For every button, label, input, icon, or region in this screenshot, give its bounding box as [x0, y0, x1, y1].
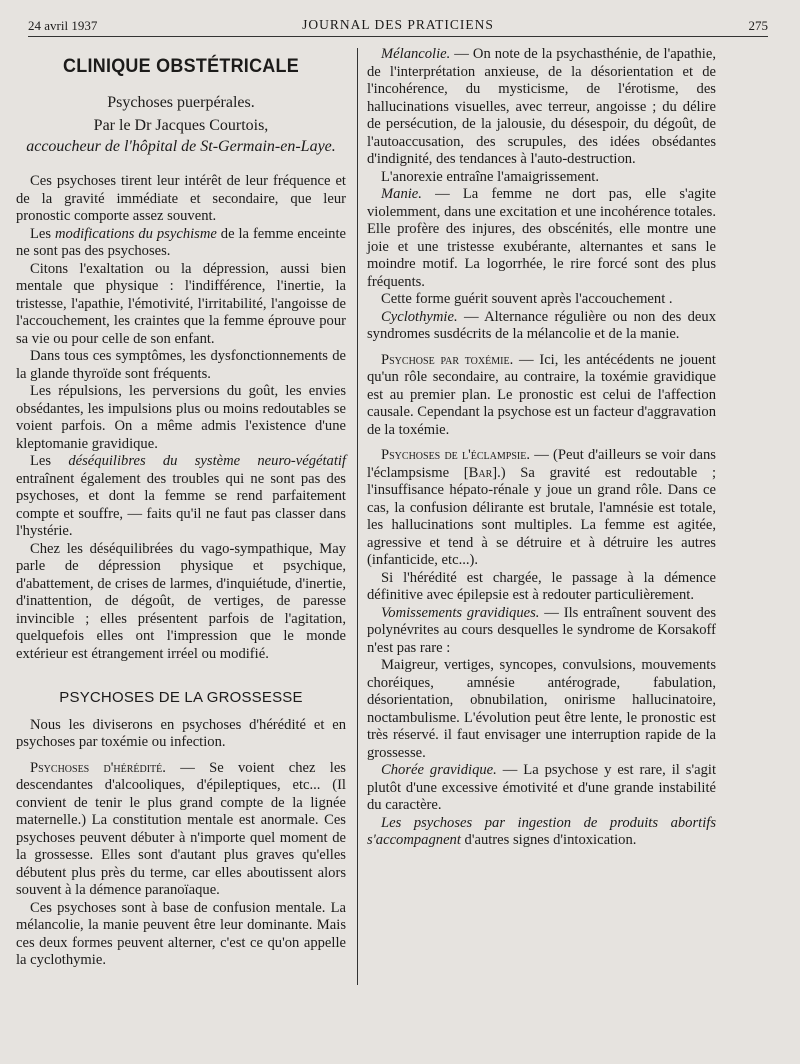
left-column — [16, 46, 346, 970]
paragraph: Ces psychoses tirent leur intérêt de leur fréquence et de la gravité immédiate et secondaire, que leur pronostic comporte assez souvent. — [16, 173, 346, 224]
paragraph: Maigreur, vertiges, syncopes, convulsions, mouvements choréiques, amnésie antérograde, fabulation, désorientation, obnubilation, onirisme hallucinatoire, noctambulisme. L'évolution peut être lente, le pronostic est très réservé. il faut envisager une interruption rapide de la grossesse. — [367, 657, 716, 761]
paragraph: Vomissements gravidiques. — Ils entraînent souvent des polynévrites au cours desquelles le syndrome de Korsakoff n'est pas rare : — [367, 604, 716, 656]
page-number: 275 — [748, 18, 768, 33]
author-affiliation: accoucheur de l'hôpital de St-Germain-en-Laye. — [26, 137, 336, 155]
paragraph: Les psychoses par ingestion de produits abortifs s'accompagnent d'autres signes d'intoxication. — [367, 814, 716, 848]
paragraph: Cyclothymie. — Alternance régulière ou non des deux syndromes susdécrits de la mélancolie et de la manie. — [367, 308, 716, 342]
paragraph: Psychose par toxémie. — Ici, les antécédents ne jouent qu'un rôle secondaire, au contraire, la toxémie gravidique est au premier plan. Le pronostic est celui de l'affection causale. Cependant la psychose est un facteur d'aggravation de la toxémie. — [367, 351, 716, 438]
paragraph: Psychoses d'hérédité. — Se voient chez les descendantes d'alcooliques, d'épileptiques, etc... (Il convient de tenir le plus grand compte de la lignée maternelle.) La constitution mentale est anormale. Ces psychoses peuvent débuter à n'importe quel moment de la grossesse. Elles sont d'autant plus graves qu'elles débutent plus près du terme, car elles aboutissent alors souvent à la démence paranoïaque. — [16, 759, 346, 898]
paragraph: Chez les déséquilibrées du vago-sympathique, May parle de dépression physique et psychique, d'abattement, de crises de larmes, d'inquiétude, d'inertie, d'inattention, de dégoût, de vertiges, de paresse invincible ; elles présentent parfois de l'agitation, quelquefois elles ont l'impression que le monde extérieur est étrangement irréel ou modifié. — [16, 540, 346, 662]
paragraph: Les modifications du psychisme de la femme enceinte ne sont pas des psychoses. — [16, 225, 346, 259]
paragraph: Les déséquilibres du système neuro-végétatif entraînent également des troubles qui ne sont pas des psychoses, et dont la femme se rend parfaitement compte et souffre, — faits qu'il ne faut pas classer dans l'hystérie. — [16, 453, 346, 539]
article-byline: Par le Dr Jacques Courtois, — [93, 117, 269, 134]
paragraph: Manie. — La femme ne dort pas, elle s'agite violemment, dans une excitation et une incohérence totales. Elle profère des injures, des obscénités, elle montre une joie et une tristesse exubérante, alternantes et sans le moindre motif. La logorrhée, le rire forcé sont des plus fréquents. — [367, 186, 716, 290]
paragraph: Psychoses de l'éclampsie. — (Peut d'ailleurs se voir dans l'éclampsisme [Bar].) Sa gravité est redoutable ; l'insuffisance hépato-rénale y joue un grand rôle. Dans ce cas, la confusion délirante est brutale, l'amnésie est totale, les hallucinations sont multiples. La femme est agitée, agressive et tend à se détruire et à détruire les autres (infanticide, etc...). — [367, 447, 716, 568]
paragraph: Mélancolie. — On note de la psychasthénie, de l'apathie, de l'interprétation anxieuse, de la désorientation et de l'incohérence, du mysticisme, de l'érotisme, des hallucinations visuelles, avec terreur, angoisse ; du délire de persécution, de la jalousie, du désespoir, du dégoût, de l'autoaccusation, des scrupules, des idées obsédantes d'indignité, des tendances à l'auto-destruction. — [367, 46, 716, 167]
section-heading: PSYCHOSES DE LA GROSSESSE — [59, 689, 303, 706]
journal-title: JOURNAL DES PRATICIENS — [302, 17, 494, 32]
paragraph: L'anorexie entraîne l'amaigrissement. — [381, 168, 599, 185]
paragraph: Les répulsions, les perversions du goût, les envies obsédantes, les impulsions plus ou moins redoutables se voient parfois. On a même admis l'existence d'une kleptomanie gravidique. — [16, 383, 346, 452]
paragraph: Dans tous ces symptômes, les dysfonctionnements de la glande thyroïde sont fréquents. — [16, 348, 346, 382]
issue-date: 24 avril 1937 — [28, 18, 98, 33]
article-title: Psychoses puerpérales. — [107, 93, 255, 111]
article-section-title: CLINIQUE OBSTÉTRICALE — [62, 55, 300, 77]
right-column — [367, 46, 716, 850]
paragraph: Si l'hérédité est chargée, le passage à la démence définitive avec épilepsie est à redouter particulièrement. — [367, 569, 716, 603]
paragraph: Nous les diviserons en psychoses d'hérédité et en psychoses par toxémie ou infection. — [16, 716, 346, 750]
paragraph: Citons l'exaltation ou la dépression, aussi bien mentale que physique : l'indifférence, l'inertie, la tristesse, l'apathie, l'émotivité, l'irritabilité, l'angoisse de l'accouchement, les craintes que la femme éprouve pour sa vie ou pour celle de son enfant. — [16, 260, 346, 347]
paragraph: Cette forme guérit souvent après l'accouchement . — [381, 291, 673, 307]
running-header — [28, 14, 768, 37]
paragraph: Chorée gravidique. — La psychose y est rare, il s'agit plutôt d'une excessive émotivité et d'une grande instabilité du caractère. — [367, 762, 716, 813]
column-divider — [357, 48, 358, 985]
paragraph: Ces psychoses sont à base de confusion mentale. La mélancolie, la manie peuvent être leur dominante. Mais ces deux formes peuvent alterner, c'est ce qu'on appelle la cyclothymie. — [16, 899, 346, 968]
